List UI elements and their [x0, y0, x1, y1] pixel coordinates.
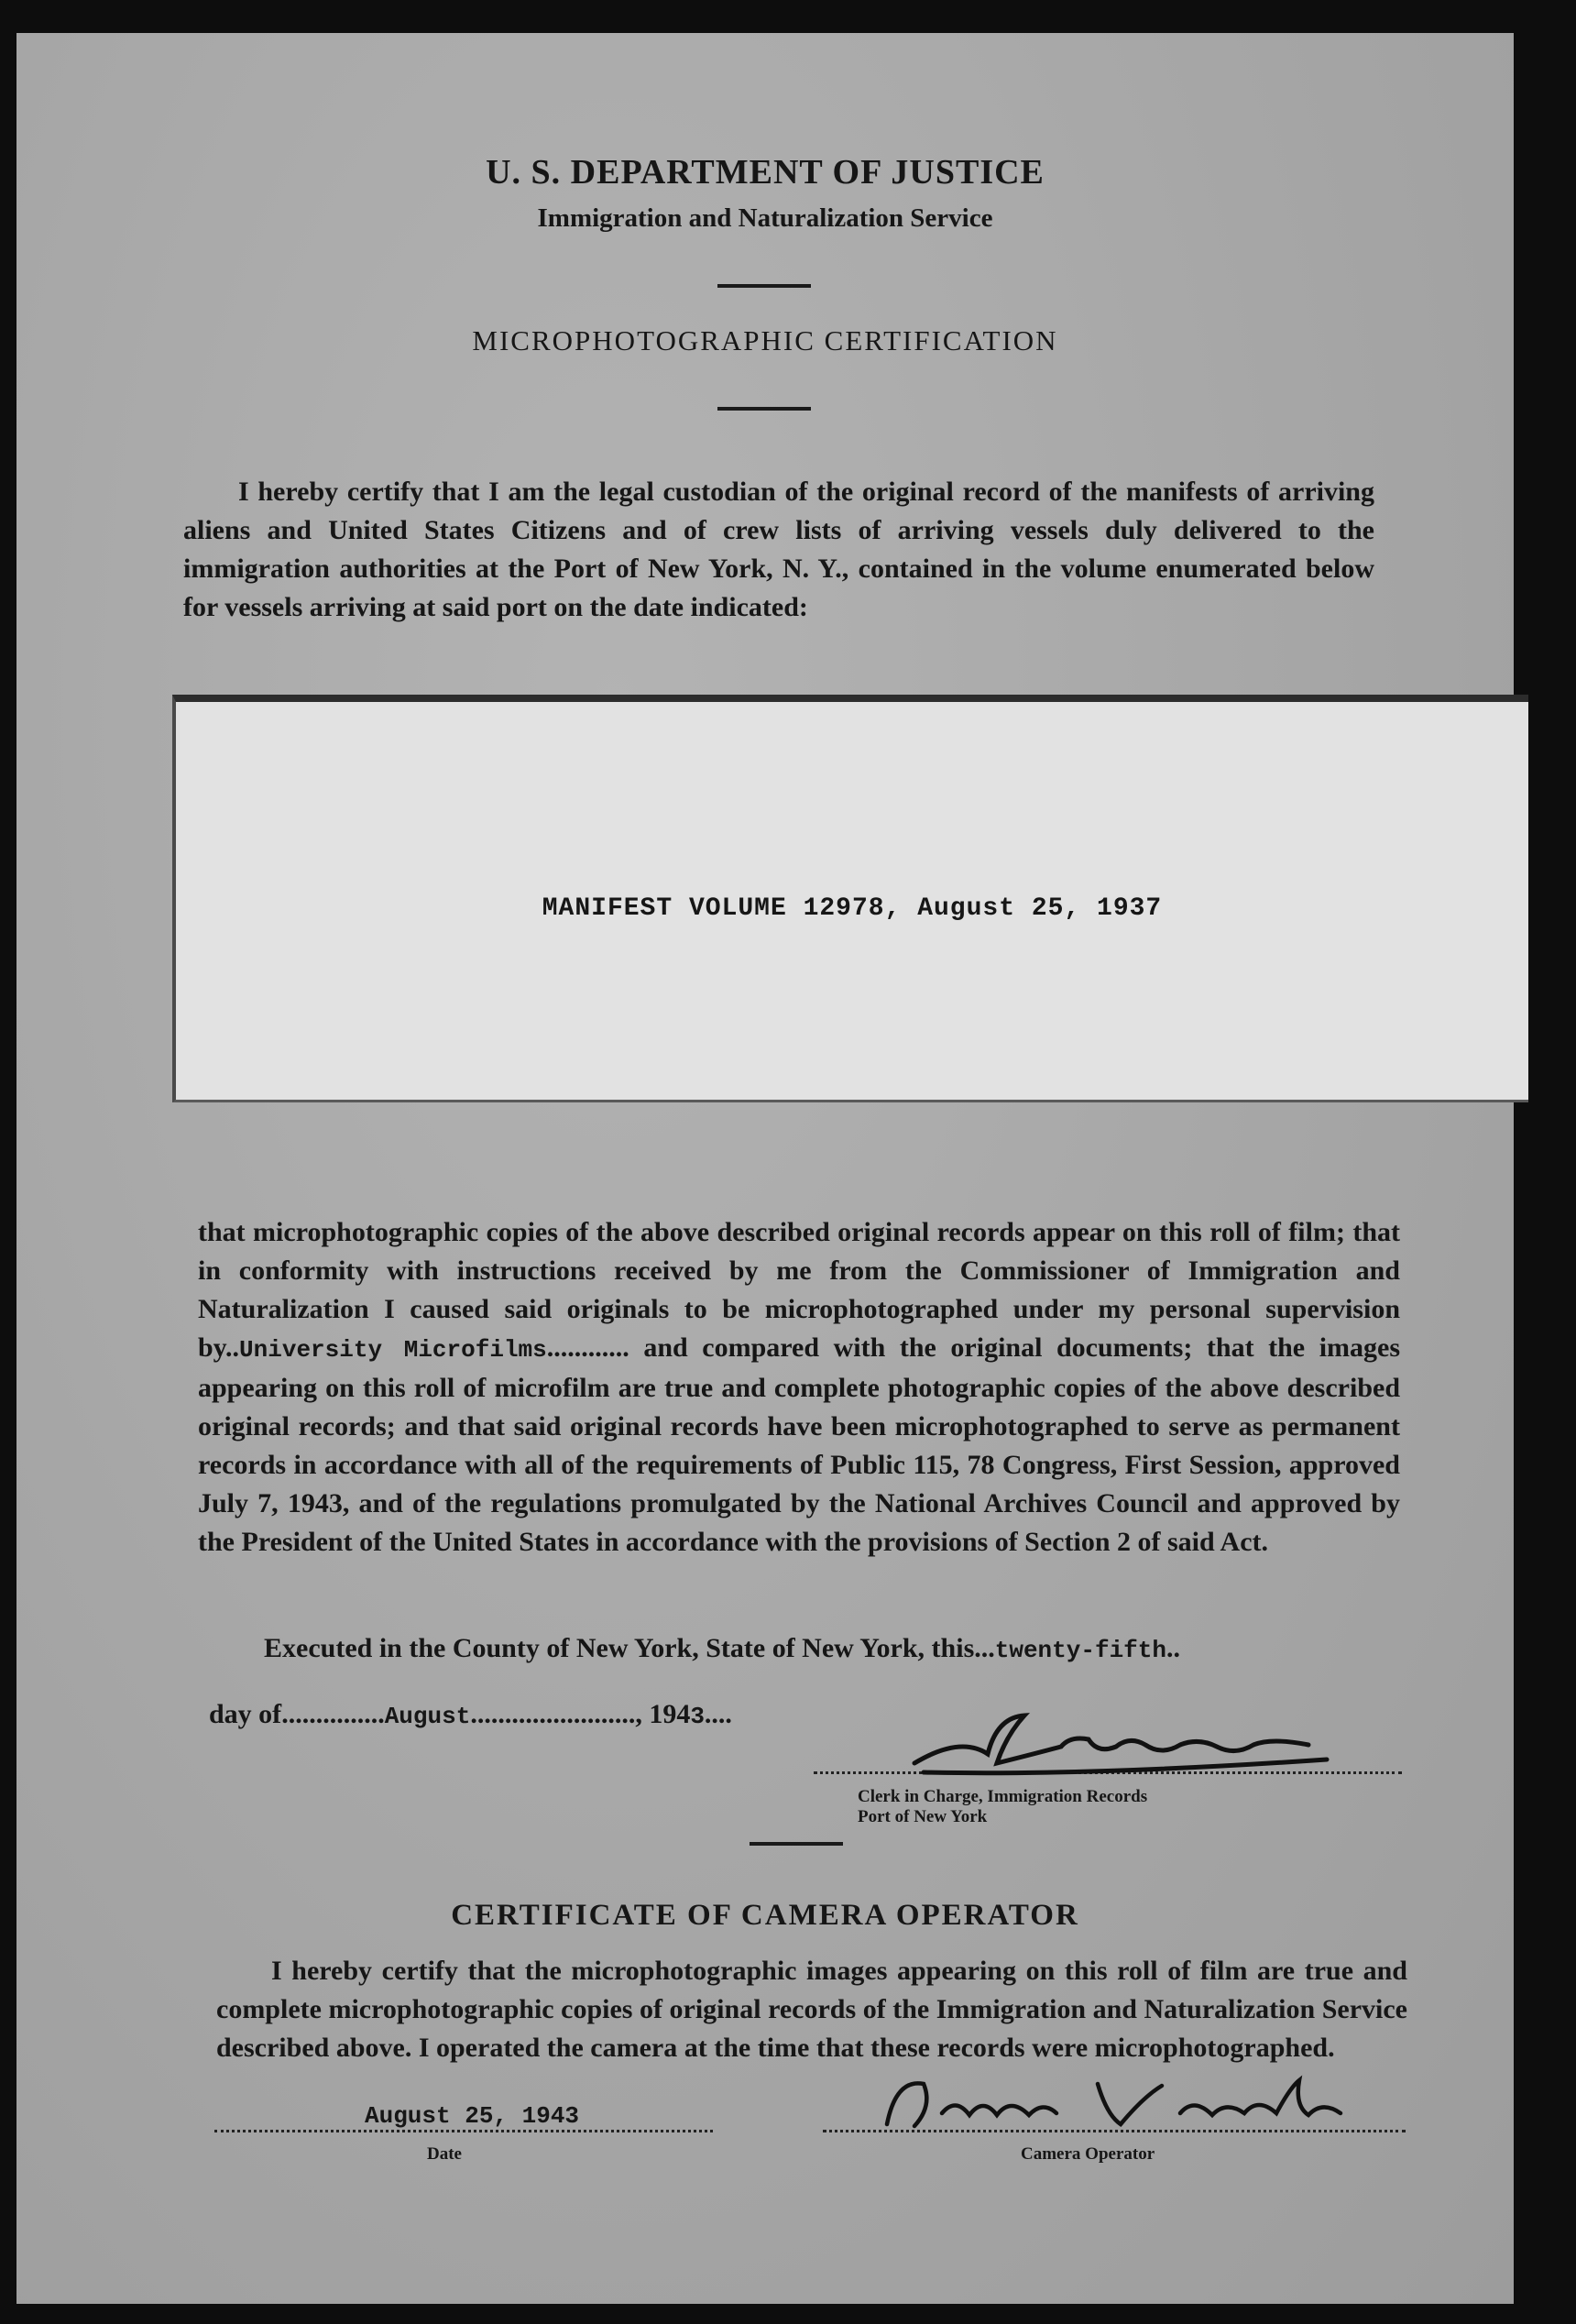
divider-1 [717, 284, 811, 288]
execution-year-digit: 3 [690, 1703, 705, 1730]
intro-paragraph: I hereby certify that I am the legal custodian of the original record of the manifests of arriving aliens and United States Citizens and of crew lists of arriving vessels duly delivered to the immigration authorities at the Port of New York, N. Y., contained in the volume enumerated below for vessels arriving at said port on the date indicated: [183, 477, 1374, 622]
microfilm-company: University Microfilms [239, 1336, 547, 1364]
camera-date-line [214, 2130, 713, 2132]
camera-operator-label: Camera Operator [1021, 2144, 1155, 2164]
camera-date-label: Date [427, 2144, 462, 2164]
execution-date-line: day of...............August........................, 1943.... [209, 1699, 732, 1730]
camera-certificate-title: CERTIFICATE OF CAMERA OPERATOR [451, 1899, 1079, 1932]
camera-certificate-paragraph: I hereby certify that the microphotographic images appearing on this roll of film are true and complete microphotographic copies of original records of the Immigration and Naturalization Service described above. I operated the camera at the time that these records were microphotographed. [216, 1956, 1407, 2063]
certificate-sheet [16, 33, 1514, 2304]
manifest-volume-text: MANIFEST VOLUME 12978, August 25, 1937 [542, 894, 1163, 923]
camera-date-value: August 25, 1943 [365, 2102, 580, 2130]
body-part-2: and compared with the original documents; that the images appearing on this roll of microfilm are true and complete photographic copies of the above described original records; and that said original records have been microphotographed to serve as permanent records in accordance with all of the requirements of Public 115, 78 Congress, First Session, approved July 7, 1943, and of the regulations promulgated by the National Archives Council and approved by the President of the United States in accordance with the provisions of Section 2 of said Act. [198, 1332, 1401, 1557]
department-title: U. S. DEPARTMENT OF JUSTICE [486, 153, 1045, 192]
execution-day: twenty-fifth [994, 1637, 1166, 1664]
divider-2 [717, 407, 811, 411]
divider-3 [750, 1842, 843, 1846]
service-subtitle: Immigration and Naturalization Service [537, 203, 993, 233]
clerk-signature [905, 1699, 1336, 1787]
manifest-box [172, 695, 1528, 1102]
certification-title: MICROPHOTOGRAPHIC CERTIFICATION [472, 324, 1058, 356]
certification-body: that microphotographic copies of the above described original records appear on this roll of film; that in conformity with instructions received by me from the Commissioner of Immigration and Naturalization I caused said originals to be microphotographed under my personal supervision by..University Microfilms............ and compared with the original documents; that the images appearing on this roll of microfilm are true and complete photographic copies of the above described original records; and that said original records have been microphotographed to serve as permanent records in accordance with all of the requirements of Public 115, 78 Congress, First Session, approved July 7, 1943, and of the regulations promulgated by the National Archives Council and approved by the President of the United States in accordance with the provisions of Section 2 of said Act. [198, 1217, 1401, 1557]
body-part-1: that microphotographic copies of the above described original records appear on this roll of film; that in conformity with instructions received by me from the Commissioner of Immigration and Naturalization I caused said originals to be microphotographed under my personal supervision by [198, 1217, 1400, 1363]
execution-month: August [384, 1703, 471, 1730]
operator-signature [869, 2060, 1363, 2143]
clerk-title: Clerk in Charge, Immigration Records Port of New York [858, 1787, 1148, 1826]
execution-line: Executed in the County of New York, State of New York, this...twenty-fifth.. [264, 1633, 1180, 1664]
